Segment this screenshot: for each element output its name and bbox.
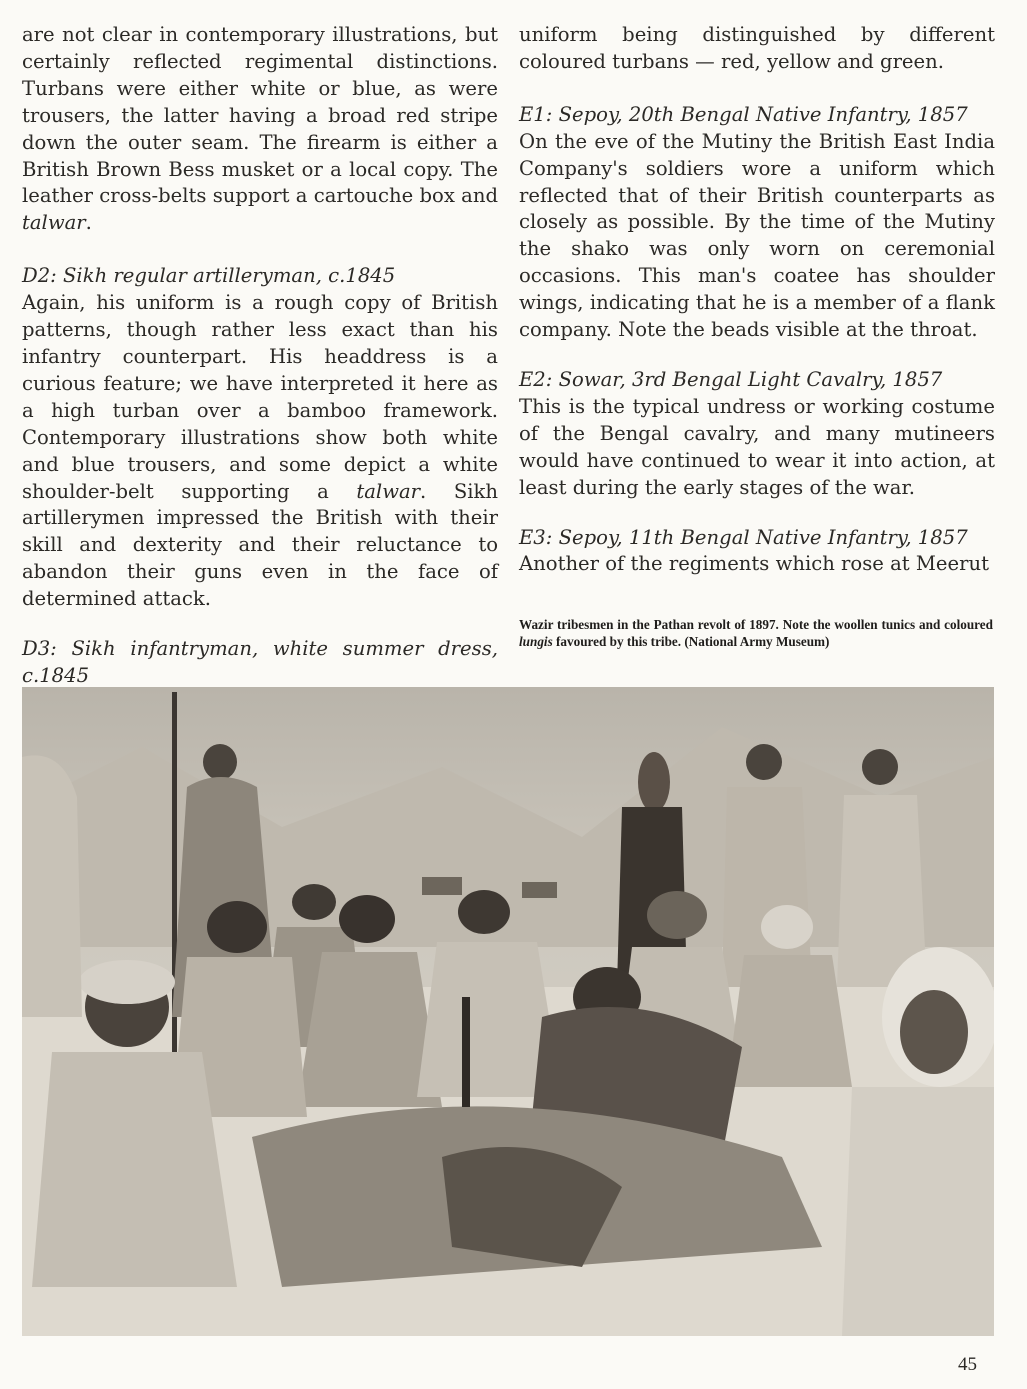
- page-number: 45: [958, 1354, 977, 1375]
- photo-caption: Wazir tribesmen in the Pathan revolt of 1897. Note the woollen tunics and coloured lungis favoured by this tribe. (National Army Museum): [519, 617, 993, 649]
- photograph-illustration: [22, 687, 994, 1336]
- paragraph-e3: Another of the regiments which rose at Meerut: [519, 552, 989, 576]
- historical-photograph: [22, 687, 994, 1336]
- heading-e1: E1: Sepoy, 20th Bengal Native Infantry, 1857: [519, 102, 968, 126]
- heading-e3: E3: Sepoy, 11th Bengal Native Infantry, 1857: [519, 525, 968, 549]
- heading-e2: E2: Sowar, 3rd Bengal Light Cavalry, 1857: [519, 367, 943, 391]
- heading-d2: D2: Sikh regular artilleryman, c.1845: [22, 264, 396, 288]
- paragraph-d3-continued: uniform being distinguished by different coloured turbans — red, yellow and green.: [519, 23, 995, 73]
- paragraph-d1-continued: are not clear in contemporary illustrations, but certainly reflected regimental distinctions. Turbans were either white or blue, as were trousers, the latter having a broad red stripe down the outer seam. The firearm is either a British Brown Bess musket or a local copy. The leather cross-belts support a cartouche box and talwar.: [22, 23, 498, 235]
- paragraph-e1: On the eve of the Mutiny the British East India Company's soldiers wore a uniform which reflected that of their British counterparts as closely as possible. By the time of the Mutiny the shako was only worn on ceremonial occasions. This man's coatee has shoulder wings, indicating that he is a member of a flank company. Note the beads visible at the throat.: [519, 129, 995, 342]
- paragraph-e2: This is the typical undress or working costume of the Bengal cavalry, and many mutineers would have continued to wear it into action, at least during the early stages of the war.: [519, 394, 995, 499]
- paragraph-d2: Again, his uniform is a rough copy of British patterns, though rather less exact than his infantry counterpart. His headdress is a curious feature; we have interpreted it here as a high turban over a bamboo framework. Contemporary illustrations show both white and blue trousers, and some depict a white shoulder-belt supporting a talwar. Sikh artillerymen impressed the British with their skill and dexterity and their reluctance to abandon their guns even in the face of determined attack.: [22, 291, 499, 611]
- left-column: [22, 22, 498, 771]
- right-column: [519, 22, 995, 578]
- heading-d3: D3: Sikh infantryman, white summer dress, c.1845: [22, 637, 498, 687]
